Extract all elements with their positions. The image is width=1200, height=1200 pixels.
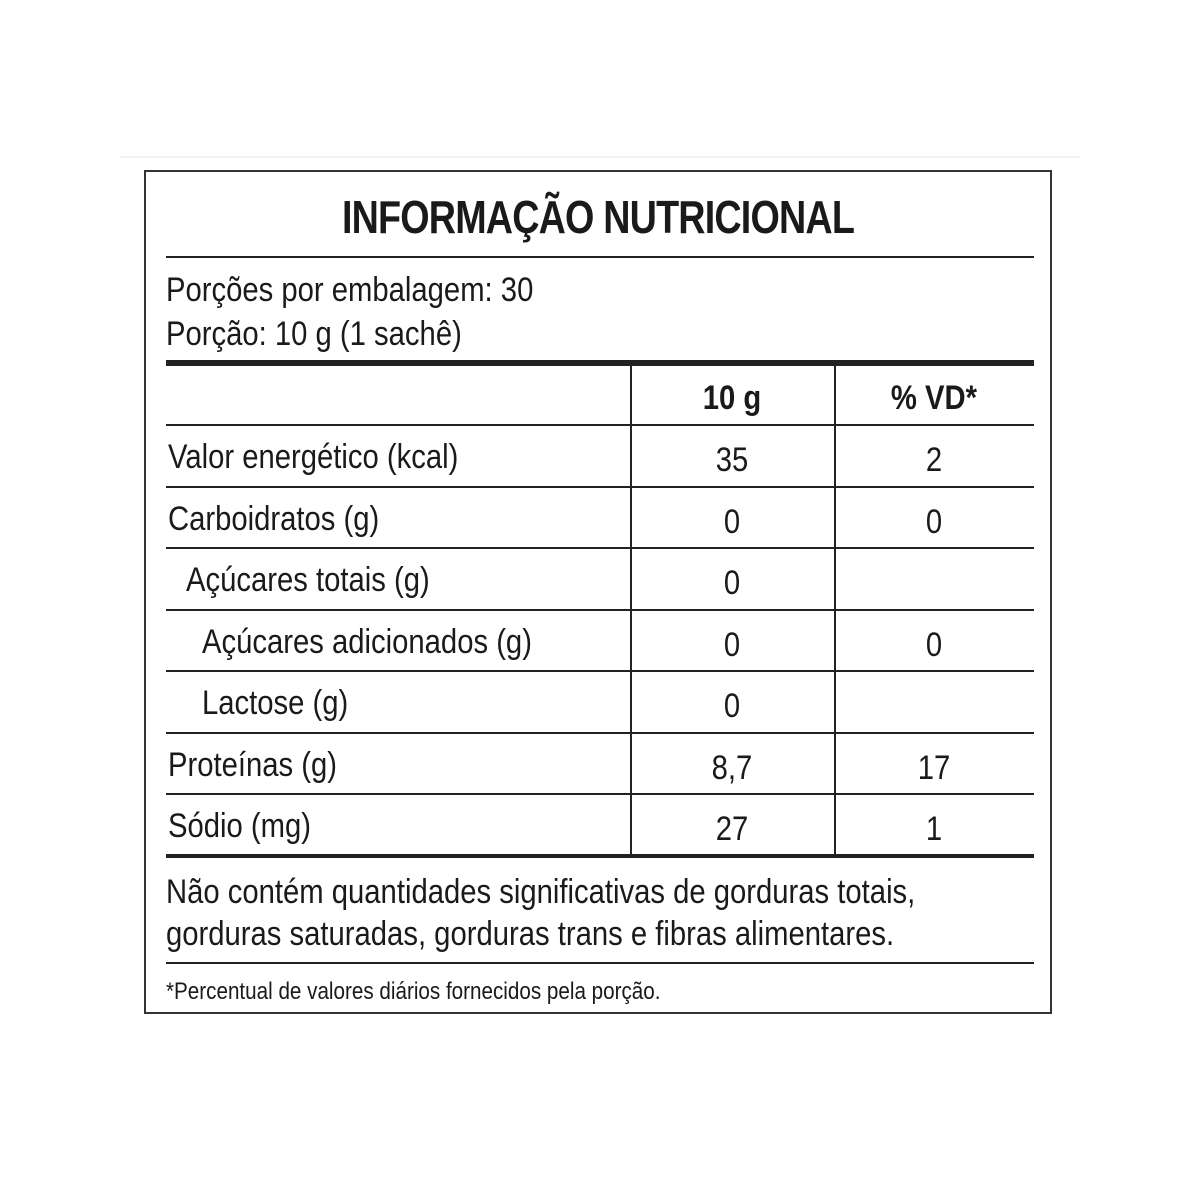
note-line: gorduras saturadas, gorduras trans e fibras alimentares.: [166, 915, 895, 953]
nutrient-amount: 35: [715, 441, 749, 479]
nutrient-daily-value: 17: [917, 749, 951, 787]
label-title: INFORMAÇÃO NUTRICIONAL: [341, 191, 855, 243]
column-divider: [834, 366, 836, 856]
row-divider: [166, 609, 1034, 611]
nutrient-amount: 0: [723, 503, 741, 541]
nutrient-name: Açúcares adicionados (g): [202, 623, 532, 661]
title-divider: [166, 256, 1034, 258]
nutrient-daily-value: 2: [925, 441, 943, 479]
nutrient-name: Sódio (mg): [168, 807, 312, 845]
nutrient-amount: 27: [715, 810, 749, 848]
row-divider: [166, 732, 1034, 734]
table-bottom-divider: [166, 854, 1034, 858]
nutrient-amount: 8,7: [711, 749, 753, 787]
nutrient-name: Carboidratos (g): [168, 500, 380, 538]
nutrient-name: Proteínas (g): [168, 746, 338, 784]
nutrition-facts-panel: [144, 170, 1052, 1014]
nutrient-name: Açúcares totais (g): [186, 561, 430, 599]
serving-size: Porção: 10 g (1 sachê): [166, 315, 462, 353]
nutrient-daily-value: 1: [925, 810, 943, 848]
row-divider: [166, 670, 1034, 672]
row-divider: [166, 793, 1034, 795]
nutrient-amount: 0: [723, 626, 741, 664]
row-divider: [166, 424, 1034, 426]
row-divider: [166, 547, 1034, 549]
servings-per-package: Porções por embalagem: 30: [166, 271, 534, 309]
footnote: *Percentual de valores diários fornecidos pela porção.: [166, 978, 661, 1005]
column-header-amount: 10 g: [702, 379, 762, 417]
thick-divider: [166, 360, 1034, 366]
note-divider: [166, 962, 1034, 964]
note-line: Não contém quantidades significativas de gorduras totais,: [166, 873, 916, 911]
nutrient-name: Lactose (g): [202, 684, 349, 722]
column-divider: [630, 366, 632, 856]
nutrient-daily-value: 0: [925, 626, 943, 664]
nutrient-amount: 0: [723, 687, 741, 725]
column-header-daily-value: % VD*: [890, 379, 978, 417]
top-divider: [120, 156, 1080, 158]
nutrient-daily-value: 0: [925, 503, 943, 541]
row-divider: [166, 486, 1034, 488]
nutrient-name: Valor energético (kcal): [168, 438, 459, 476]
nutrient-amount: 0: [723, 564, 741, 602]
